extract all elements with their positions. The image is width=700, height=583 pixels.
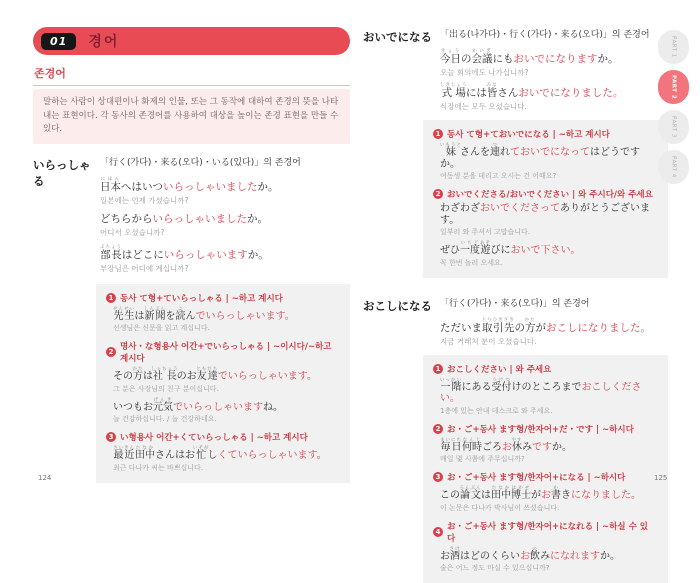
note-item <box>433 188 656 268</box>
note-title-text: お・ご+동사 ます형/한자어+だ・です | ~하시다 <box>447 424 634 435</box>
note-item <box>433 520 656 574</box>
grammar-note-box <box>96 284 350 483</box>
note-number-badge: 2 <box>433 189 443 199</box>
note-number-badge: 2 <box>433 424 443 434</box>
note-number-badge: 3 <box>433 472 443 482</box>
note-title-text: おこしください | 와 주세요 <box>447 364 552 375</box>
note-number-badge: 1 <box>433 364 443 374</box>
entry-oideninaru <box>363 27 668 278</box>
example-korean: 꼭 한번 놀러 오세요. <box>440 258 503 267</box>
note-example <box>440 241 656 268</box>
example-japanese: 式場しきじょうには皆みなさんおいでになりました。 <box>440 83 624 100</box>
note-title-text: 명사・な형용사 어간+でいらっしゃる | ~이시다/~하고 계시다 <box>120 342 332 365</box>
entry-definition: 「出る(나가다)・行く(가다)・来る(오다)」의 존경어 <box>440 30 650 40</box>
example-japanese: この論文ろんぶんは田中たなか博士はかせがお書かきになりました。 <box>440 486 641 502</box>
note-example <box>440 378 656 416</box>
example-japanese: 一階いっかいにある受付うけつけのところまでおこしください。 <box>440 377 642 405</box>
example-japanese: 先生せんせいは新聞しんぶんを読よんでいらっしゃいます。 <box>113 306 295 322</box>
note-item <box>433 363 656 416</box>
note-item <box>433 128 656 181</box>
side-tab-part3[interactable]: PART 3 <box>658 110 689 144</box>
example-japanese: 毎日まいにち何時なんじごろお休やすみですか。 <box>440 437 572 453</box>
note-title-text: お・ご+동사 ます형/한자어+になれる | ~하실 수 있다 <box>447 521 648 544</box>
example <box>440 318 668 347</box>
entry-word: いらっしゃる <box>33 157 91 188</box>
note-title <box>106 431 338 443</box>
note-example <box>440 143 656 181</box>
page-left <box>33 27 350 483</box>
note-example <box>113 446 338 473</box>
note-example <box>113 367 338 394</box>
note-example <box>113 398 338 425</box>
example-japanese: いつもお元気げんきでいらっしゃいますね。 <box>113 397 283 413</box>
note-number-badge: 4 <box>433 527 443 537</box>
example <box>100 213 350 238</box>
note-title <box>433 520 656 544</box>
chapter-banner <box>33 27 350 55</box>
page-right <box>363 27 668 583</box>
note-number-badge: 2 <box>106 347 116 357</box>
example <box>100 245 350 274</box>
entry-content <box>435 27 668 278</box>
section-divider <box>33 85 350 86</box>
example-japanese: 今日きょうの会議かいぎにもおいでになりますか。 <box>440 49 619 65</box>
example-japanese: お酒さけはどのくらいお飲のみになれますか。 <box>440 546 620 562</box>
note-title <box>433 471 656 483</box>
example-japanese: ただいま取引先とりひきさきの方かたがおこしになりました。 <box>440 317 651 334</box>
note-example <box>440 486 656 513</box>
note-title-text: お・ご+동사 ます형/한자어+になる | ~하시다 <box>447 473 626 484</box>
section-description: 말하는 사람이 상대편이나 화제의 인물, 또는 그 동작에 대하여 존경의 뜻을 나타내는 표현이다. 각 동사의 존경어를 사용하여 대상을 높이는 존경 표현을 만들 수 있다. <box>33 89 350 144</box>
section-title: 존경어 <box>34 67 66 80</box>
note-item <box>106 431 338 473</box>
note-example <box>440 203 656 237</box>
example-korean: 여동생 분을 데리고 오시는 건 어때요? <box>440 172 557 181</box>
entry-word: おこしになる <box>363 298 432 313</box>
note-title <box>433 188 656 200</box>
example <box>440 49 668 78</box>
example-japanese: わざわざおいでくださってありがとうございます。 <box>440 203 650 226</box>
example-korean: 이 논문은 다나카 박사님이 쓰셨습니다. <box>440 503 560 512</box>
example-korean: 술은 어느 정도 마실 수 있으십니까? <box>440 564 550 573</box>
entry-definition: 「行く(가다)・来る(오다)・いる(있다)」의 존경어 <box>100 157 301 168</box>
note-example <box>440 438 656 465</box>
example-korean: 그 분은 사장님의 친구 분이십니다. <box>113 384 219 393</box>
entry-irassharu <box>33 155 350 483</box>
example <box>440 83 668 112</box>
example-korean: 일부러 와 주셔서 고맙습니다. <box>440 228 531 237</box>
note-title <box>433 423 656 435</box>
note-title <box>106 340 338 364</box>
example-korean: 일본에는 언제 가셨습니까? <box>100 195 189 205</box>
example-korean: 부장님은 어디에 계십니까? <box>100 263 189 273</box>
example-korean: 최근 다나카 씨는 바쁘십니다. <box>113 463 204 472</box>
example-korean: 선생님은 신문을 읽고 계십니다. <box>113 324 210 333</box>
note-item <box>433 471 656 513</box>
note-title-text: おいでくださる/おいでください | 와 주시다/와 주세요 <box>447 190 653 201</box>
side-tab-part2[interactable]: PART 2 <box>658 70 689 104</box>
example <box>100 177 350 206</box>
example-korean: 1층에 있는 안내 데스크로 와 주세요. <box>440 406 553 415</box>
example-korean: 매일 몇 시쯤에 주무십니까? <box>440 455 525 464</box>
note-title <box>106 292 338 304</box>
note-number-badge: 3 <box>106 432 116 442</box>
page-number-left: 124 <box>38 474 52 482</box>
note-number-badge: 1 <box>433 129 443 139</box>
example-japanese: 部長ぶちょうはどこにいらっしゃいますか。 <box>100 244 269 261</box>
example-korean: 오늘 회의에도 나가십니까? <box>440 68 529 78</box>
page-number-right: 125 <box>654 474 668 482</box>
note-title-text: 동사 て형+ていらっしゃる | ~하고 계시다 <box>120 293 283 304</box>
chapter-title: 경어 <box>88 34 120 50</box>
grammar-note-box <box>423 120 668 278</box>
note-title-text: 동사 て형+ておいでになる | ~하고 계시다 <box>447 130 610 141</box>
entry-word: おいでになる <box>363 30 432 44</box>
example-japanese: どちらからいらっしゃいましたか。 <box>100 212 268 225</box>
example-korean: 어디서 오셨습니까? <box>100 227 165 237</box>
example-japanese: 日本にほんへはいついらっしゃいましたか。 <box>100 176 279 193</box>
example-korean: 지금 거래처 분이 오셨습니다. <box>440 336 537 346</box>
entry-definition: 「行く(가다)・来る(오다)」의 존경어 <box>440 298 590 309</box>
example-korean: 식장에는 모두 오셨습니다. <box>440 102 527 112</box>
example-japanese: 妹いもうとさんを連つれておいでになってはどうですか。 <box>440 143 640 170</box>
note-item <box>106 292 338 334</box>
note-title <box>433 363 656 375</box>
entry-okoshininaru <box>363 296 668 583</box>
note-number-badge: 1 <box>106 293 116 303</box>
entry-content <box>435 296 668 583</box>
example-japanese: ぜひ一度いちど遊あそびにおいで下さい。 <box>440 241 581 257</box>
note-title-text: い형용사 어간+くていらっしゃる | ~하고 계시다 <box>120 433 308 444</box>
side-tab-part4[interactable]: PART 4 <box>658 150 689 184</box>
note-item <box>433 423 656 465</box>
side-tab-part1[interactable]: PART 1 <box>658 30 689 64</box>
grammar-note-box <box>423 355 668 583</box>
note-title <box>433 128 656 140</box>
example-japanese: その方かたは社長しゃちょうのお友達ともだちでいらっしゃいます。 <box>113 367 317 383</box>
example-japanese: 最近さいきん田中たなかさんはお忙いそがしくていらっしゃいます。 <box>113 446 327 462</box>
chapter-number-badge: 01 <box>41 33 76 50</box>
note-item <box>106 340 338 424</box>
note-example <box>440 547 656 574</box>
example-korean: 늘 건강하십니다. / 늘 건강하네요. <box>113 415 217 424</box>
note-example <box>113 307 338 334</box>
entry-content <box>100 155 350 483</box>
